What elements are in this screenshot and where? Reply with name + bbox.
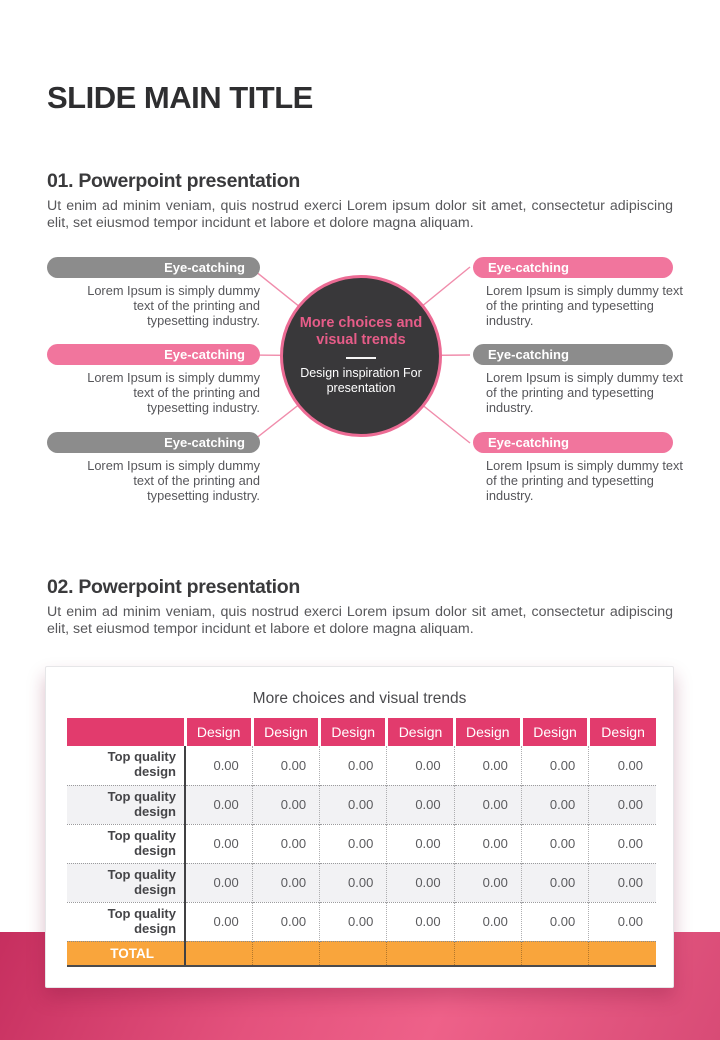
total-cell	[252, 941, 319, 966]
pill-label: Eye-catching	[164, 260, 245, 275]
table-cell: 0.00	[521, 785, 588, 824]
table-cell: 0.00	[589, 746, 656, 785]
total-cell	[589, 941, 656, 966]
circle-title: More choices and visual trends	[299, 314, 423, 349]
table-cell: 0.00	[589, 785, 656, 824]
pill-label: Eye-catching	[488, 347, 569, 362]
panel-title: More choices and visual trends	[252, 690, 467, 707]
table-cell: 0.00	[320, 863, 387, 902]
diagram	[0, 255, 720, 517]
total-cell	[185, 941, 252, 966]
table-cell: 0.00	[589, 902, 656, 941]
table-cell: 0.00	[185, 785, 252, 824]
table-row	[67, 824, 656, 863]
row-label: Top quality design	[67, 902, 185, 941]
table-cell: 0.00	[320, 785, 387, 824]
table-cell: 0.00	[521, 902, 588, 941]
table-cell: 0.00	[454, 902, 521, 941]
eye-catching-pill	[47, 344, 260, 365]
table-cell: 0.00	[454, 785, 521, 824]
total-cell	[320, 941, 387, 966]
callout-description: Lorem Ipsum is simply dummy text of the printing and typesetting industry.	[87, 370, 260, 415]
eye-catching-pill	[473, 344, 673, 365]
eye-catching-pill	[47, 432, 260, 453]
column-header: Design	[521, 718, 588, 746]
table-row	[67, 902, 656, 941]
table-cell: 0.00	[185, 746, 252, 785]
table-cell: 0.00	[185, 902, 252, 941]
table-cell: 0.00	[387, 863, 454, 902]
pill-label: Eye-catching	[488, 435, 569, 450]
callout-description: Lorem Ipsum is simply dummy text of the printing and typesetting industry.	[87, 283, 260, 328]
diagram-center-circle	[280, 275, 442, 437]
table-cell: 0.00	[454, 824, 521, 863]
table-cell: 0.00	[387, 746, 454, 785]
section2-body: Ut enim ad minim veniam, quis nostrud exerci Lorem ipsum dolor sit amet, consectetur adipiscing elit, set eiusmod tempor incidunt et labore et dolore magna aliquam.	[47, 604, 673, 638]
table-cell: 0.00	[185, 824, 252, 863]
table-cell: 0.00	[521, 863, 588, 902]
callout-description: Lorem Ipsum is simply dummy text of the printing and typesetting industry.	[486, 458, 683, 503]
table-cell: 0.00	[589, 824, 656, 863]
callout-description: Lorem Ipsum is simply dummy text of the printing and typesetting industry.	[87, 458, 260, 503]
section1-body: Ut enim ad minim veniam, quis nostrud exerci Lorem ipsum dolor sit amet, consectetur adipiscing elit, set eiusmod tempor incidunt et labore et dolore magna aliquam.	[47, 198, 673, 232]
table-row	[67, 746, 656, 785]
table-cell: 0.00	[185, 863, 252, 902]
pill-label: Eye-catching	[164, 347, 245, 362]
column-header: Design	[387, 718, 454, 746]
pill-label: Eye-catching	[488, 260, 569, 275]
column-header: Design	[589, 718, 656, 746]
table-cell: 0.00	[454, 863, 521, 902]
table-cell: 0.00	[252, 746, 319, 785]
circle-subtitle: Design inspiration For presentation	[300, 365, 422, 396]
table-corner-cell	[67, 718, 185, 746]
table-cell: 0.00	[320, 746, 387, 785]
total-cell	[454, 941, 521, 966]
data-table	[67, 718, 656, 967]
row-label: Top quality design	[67, 863, 185, 902]
page-title: SLIDE MAIN TITLE	[47, 80, 313, 115]
section1-heading: 01. Powerpoint presentation	[47, 170, 301, 192]
table-cell: 0.00	[320, 824, 387, 863]
table-cell: 0.00	[521, 746, 588, 785]
total-cell	[521, 941, 588, 966]
eye-catching-pill	[473, 257, 673, 278]
column-header: Design	[320, 718, 387, 746]
table-cell: 0.00	[252, 902, 319, 941]
pill-label: Eye-catching	[164, 435, 245, 450]
row-label: Top quality design	[67, 746, 185, 785]
total-cell	[387, 941, 454, 966]
column-header: Design	[454, 718, 521, 746]
table-row	[67, 785, 656, 824]
callout-description: Lorem Ipsum is simply dummy text of the printing and typesetting industry.	[486, 283, 683, 328]
column-header: Design	[252, 718, 319, 746]
eye-catching-pill	[473, 432, 673, 453]
table-cell: 0.00	[252, 824, 319, 863]
table-cell: 0.00	[252, 863, 319, 902]
table-cell: 0.00	[387, 902, 454, 941]
table-panel	[45, 666, 674, 988]
row-label: Top quality design	[67, 785, 185, 824]
table-cell: 0.00	[320, 902, 387, 941]
table-cell: 0.00	[589, 863, 656, 902]
total-label: TOTAL	[67, 941, 185, 966]
table-cell: 0.00	[252, 785, 319, 824]
table-cell: 0.00	[387, 824, 454, 863]
total-row	[67, 941, 656, 966]
table-cell: 0.00	[521, 824, 588, 863]
table-cell: 0.00	[454, 746, 521, 785]
table-cell: 0.00	[387, 785, 454, 824]
callout-description: Lorem Ipsum is simply dummy text of the printing and typesetting industry.	[486, 370, 683, 415]
section2-heading: 02. Powerpoint presentation	[47, 576, 301, 598]
column-header: Design	[185, 718, 252, 746]
table-row	[67, 863, 656, 902]
row-label: Top quality design	[67, 824, 185, 863]
circle-divider	[346, 357, 376, 359]
eye-catching-pill	[47, 257, 260, 278]
